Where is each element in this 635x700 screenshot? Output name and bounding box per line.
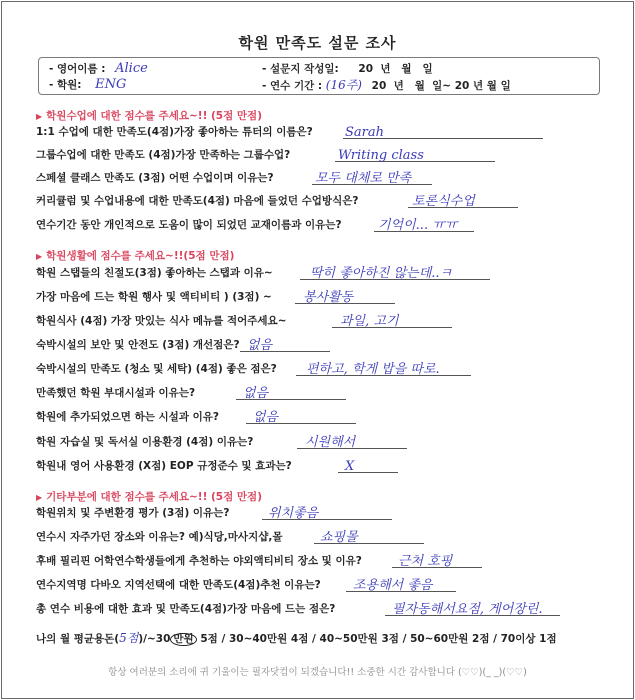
school-label: - 학원: — [49, 79, 82, 91]
answer-text: Sarah — [345, 125, 384, 140]
allowance-mid: )/~30 — [138, 633, 171, 645]
answer-text: 근처 호핑 — [398, 554, 453, 569]
school-value: ENG — [95, 77, 127, 92]
question-text: 학원위치 및 주변환경 평가 (3점) 이유는? — [36, 507, 230, 519]
question-text: 1:1 수업에 대한 만족도(4점)가장 좋아하는 튜터의 이름은? — [36, 126, 313, 138]
answer-text: 기억이... ㅠㅠ — [378, 218, 458, 233]
period-value: 20 년 월 일~ 20 년 월 일 — [371, 80, 511, 92]
answer-field[interactable] — [315, 167, 411, 186]
answer-field[interactable] — [345, 121, 384, 140]
answer-field[interactable] — [305, 431, 355, 450]
answer-field[interactable] — [247, 334, 272, 353]
allowance-question — [36, 629, 557, 646]
section-life-header — [36, 248, 234, 263]
answer-text: 필자동해서요점, 게어장린. — [392, 602, 543, 617]
answer-field[interactable] — [253, 406, 278, 425]
answer-field[interactable] — [340, 310, 399, 329]
footer-note: 항상 여러분의 소리에 귀 기울이는 필자닷컴이 되겠습니다!! 소중한 시간 감사합니다 (♡♡)(_ _)(♡♡) — [108, 667, 527, 678]
question-text: 숙박시설의 만족도 (청소 및 세탁) (4점) 좋은 점은? — [36, 363, 277, 375]
question-text: 그룹수업에 대한 만족도 (4점)가장 만족하는 그룹수업? — [36, 149, 291, 161]
question-text: 연수시 자주가던 장소와 이유는? 예)식당,마사지샵,몰 — [36, 531, 283, 543]
answer-text: 토론식수업 — [412, 194, 475, 209]
question-text: 커리큘럼 및 수업내용에 대한 만족도(4점) 마음에 들었던 수업방식은? — [36, 195, 359, 207]
answer-field[interactable] — [243, 382, 268, 401]
page-title: 학원 만족도 설문 조사 — [238, 34, 397, 52]
allowance-score: 5점 — [119, 631, 139, 645]
answer-field[interactable] — [320, 526, 358, 545]
question-text: 총 연수 비용에 대한 효과 및 만족도(4점)가장 마음에 드는 점은? — [36, 603, 336, 615]
answer-field[interactable] — [338, 144, 424, 163]
answer-text: 모두 대체로 만족 — [315, 171, 412, 186]
answer-field[interactable] — [268, 502, 318, 521]
answer-field[interactable] — [378, 214, 457, 233]
period-weeks: (16주) — [325, 78, 362, 92]
answer-field[interactable] — [398, 550, 452, 569]
section-class-title: 학원수업에 대한 점수를 주세요~!! (5점 만점) — [46, 110, 262, 122]
section-class-header — [36, 108, 262, 123]
info-box — [38, 57, 600, 95]
period-label: - 연수 기간 : — [262, 80, 323, 92]
answer-text: Writing class — [338, 148, 424, 163]
answer-field[interactable] — [353, 574, 432, 593]
question-text: 후배 필리핀 어학연수학생들에게 추천하는 야외액티비티 장소 및 이유? — [36, 555, 362, 567]
answer-text: 없음 — [247, 338, 273, 353]
question-text: 만족했던 학원 부대시설과 이유는? — [36, 387, 196, 399]
english-name-row — [49, 61, 148, 77]
question-text: 연수지역명 다바오 지역선택에 대한 만족도(4점)추천 이유는? — [36, 579, 321, 591]
answer-text: 시원해서 — [305, 435, 356, 450]
question-text: 학원식사 (4점) 가장 맛있는 식사 메뉴를 적어주세요~ — [36, 315, 287, 327]
answer-text: 없음 — [243, 386, 269, 401]
triangle-icon: ▶ — [36, 493, 43, 502]
answer-text: 편하고, 학게 밥을 따로. — [306, 362, 440, 377]
triangle-icon: ▶ — [36, 112, 43, 121]
answer-field[interactable] — [345, 455, 354, 474]
answer-field[interactable] — [303, 286, 353, 305]
question-text: 연수기간 동안 개인적으로 도움이 많이 되었던 교재이름과 이유는? — [36, 219, 342, 231]
question-text: 숙박시설의 보안 및 안전도 (3점) 개선점은? — [36, 339, 240, 351]
allowance-circled-option: 만원 — [170, 633, 196, 646]
question-text: 학원 스탭들의 친절도(3점) 좋아하는 스탭과 이유~ — [36, 267, 273, 279]
english-name-label: - 영어이름 : — [49, 63, 106, 75]
allowance-options: 5점 / 30~40만원 4점 / 40~50만원 3점 / 50~60만원 2점 / 70이상 1점 — [196, 633, 557, 645]
answer-text: 과일, 고기 — [340, 314, 399, 329]
answer-field[interactable] — [412, 190, 475, 209]
answer-text: 봉사활동 — [303, 290, 354, 305]
school-row — [49, 77, 126, 93]
answer-text: 조용해서 좋음 — [353, 578, 433, 593]
triangle-icon: ▶ — [36, 252, 43, 261]
survey-date-value: 20 년 월 일 — [358, 63, 433, 75]
section-other-header — [36, 489, 262, 504]
answer-field[interactable] — [310, 262, 452, 281]
question-text: 학원에 추가되었으면 하는 시설과 이유? — [36, 411, 220, 423]
section-other-title: 기타부분에 대한 점수를 주세요~!! (5점 만점) — [46, 491, 262, 503]
period-row — [262, 77, 511, 93]
survey-date-row — [262, 61, 433, 77]
answer-text: X — [345, 459, 355, 474]
section-life-title: 학원생활에 점수를 주세요~!!(5점 만점) — [46, 250, 235, 262]
answer-text: 없음 — [253, 410, 279, 425]
answer-field[interactable] — [306, 358, 440, 377]
question-text: 스페셜 클래스 만족도 (3점) 어떤 수업이며 이유는? — [36, 172, 274, 184]
answer-text: 쇼핑몰 — [320, 530, 358, 545]
question-text: 학원내 영어 사용환경 (X점) EOP 규정준수 및 효과는? — [36, 460, 292, 472]
question-text: 학원 자습실 및 독서실 이용환경 (4점) 이유는? — [36, 436, 254, 448]
answer-field[interactable] — [392, 598, 543, 617]
question-text: 가장 마음에 드는 학원 행사 및 액티비티 ) (3점) ~ — [36, 291, 272, 303]
allowance-prefix: 나의 월 평균용돈( — [36, 633, 120, 645]
answer-text: 딱히 좋아하진 않는데..ㅋ — [310, 266, 453, 281]
answer-text: 위치좋음 — [268, 506, 319, 521]
english-name-value: Alice — [115, 61, 148, 76]
survey-date-label: - 설문지 작성일: — [262, 63, 339, 75]
